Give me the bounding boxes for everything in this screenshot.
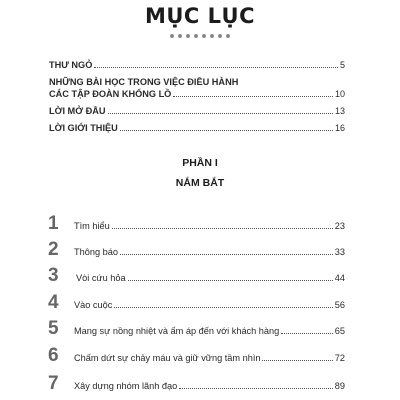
chapter-title: Vòi cứu hỏa [76,273,126,283]
dot [226,34,230,38]
toc-chapter-2[interactable] [48,239,345,259]
chapter-page: 89 [334,381,345,391]
dot [186,34,190,38]
chapter-page: 23 [334,221,345,231]
dot-leader [94,66,338,68]
toc-entry-page: 5 [339,60,345,70]
chapter-page: 65 [334,326,345,336]
dot [218,34,222,38]
chapter-page: 33 [334,247,345,257]
toc-entry-page: 16 [334,123,345,133]
toc-entry-loi-gioi-thieu[interactable] [49,122,345,134]
dot [194,34,198,38]
chapter-number: 7 [48,373,59,394]
chapter-number: 1 [48,213,59,234]
chapter-number: 5 [48,318,59,339]
chapter-title: Mang sự nồng nhiệt và ấm áp đến với khách hàng [74,326,280,336]
dot [178,34,182,38]
decorative-dots [0,34,400,38]
dot-leader [108,112,333,114]
chapter-number: 6 [48,345,59,366]
toc-chapter-4[interactable] [48,292,345,312]
part-title: NẮM BẮT [175,177,225,189]
dot [170,34,174,38]
chapter-title: Vào cuộc [74,300,113,310]
toc-entry-thu-ngo[interactable] [49,59,345,71]
dot-leader [120,253,333,255]
chapter-page: 56 [334,300,345,310]
toc-entry-nhung-bai-hoc[interactable] [49,76,345,100]
chapter-number: 4 [48,292,59,313]
toc-chapter-3[interactable] [48,265,345,285]
dot-leader [173,95,333,97]
chapter-number: 2 [48,239,59,260]
dot-leader [262,359,332,361]
dot-leader [281,332,333,334]
part-number: PHẦN I [182,157,218,169]
toc-chapter-5[interactable] [48,318,345,338]
toc-entry-label: CÁC TẬP ĐOÀN KHỔNG LỒ [49,89,172,99]
chapter-title: Xây dựng nhóm lãnh đạo [74,381,178,391]
dot-leader [179,387,333,389]
toc-chapter-7[interactable] [48,373,345,393]
toc-entry-label-line1: NHỮNG BÀI HỌC TRONG VIỆC ĐIỀU HÀNH [49,77,239,87]
chapter-page: 44 [334,273,345,283]
toc-chapter-1[interactable] [48,213,345,233]
toc-entry-label: LỜI MỞ ĐẦU [49,106,106,116]
toc-entry-page: 10 [334,89,345,99]
chapter-title: Thông báo [74,247,118,257]
chapter-title: Tìm hiểu [74,221,110,231]
toc-entry-page: 13 [334,106,345,116]
dot [202,34,206,38]
dot-leader [128,279,333,281]
dot-leader [114,306,332,308]
page-title: MỤC LỤC [144,4,256,28]
toc-entry-label: THƯ NGỎ [49,60,93,70]
dot-leader [120,129,333,131]
dot-leader [112,227,333,229]
chapter-title: Chấm dứt sự chảy máu và giữ vững tầm nhìn [74,353,261,363]
dot [210,34,214,38]
toc-chapter-6[interactable] [48,345,345,365]
toc-entry-loi-mo-dau[interactable] [49,105,345,117]
chapter-number: 3 [48,265,59,286]
toc-entry-label: LỜI GIỚI THIỆU [49,123,118,133]
chapter-page: 72 [334,353,345,363]
